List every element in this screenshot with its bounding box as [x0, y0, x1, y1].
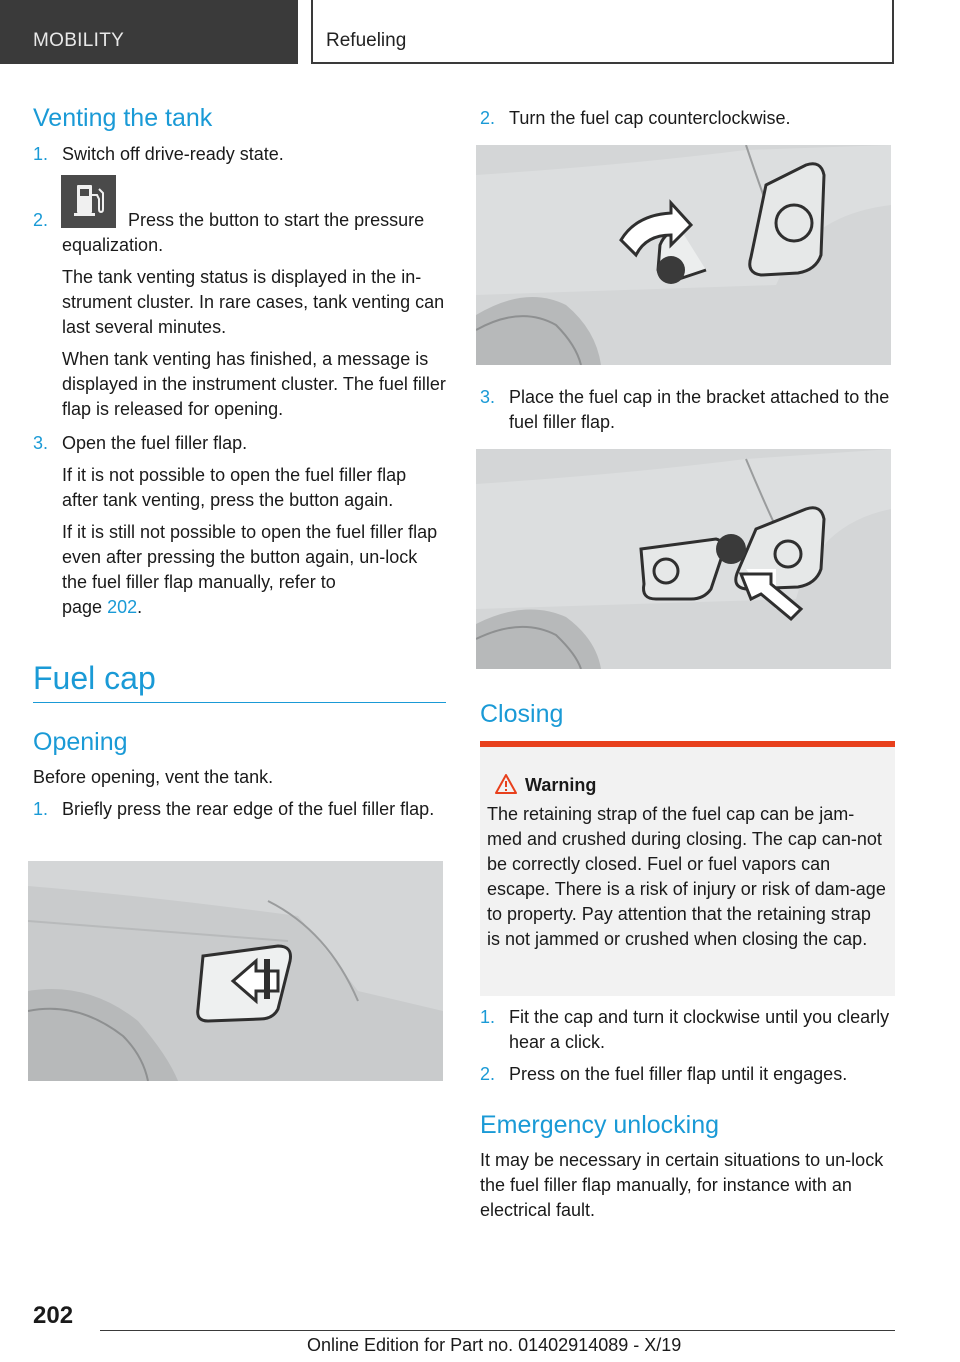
fuel-flap-press-illustration — [28, 861, 443, 1081]
step-number: 2. — [480, 108, 496, 128]
footer-edition: Online Edition for Part no. 01402914089 - X/19 — [307, 1335, 682, 1355]
warning-text: The retaining strap of the fuel cap can be jam-med and crushed during closing. The cap can-not be correctly closed. Fuel or fuel vapors can escape. There is a risk of injury or risk of dam-age to property. Pay attention that the retaining strap is not jammed or crushed when closing the cap. — [487, 804, 886, 949]
closing-heading: Closing — [480, 700, 564, 728]
fuel-cap-turn-illustration — [476, 145, 891, 365]
warning-box — [480, 741, 895, 996]
warning-triangle-icon — [494, 773, 518, 795]
step-number: 3. — [33, 433, 49, 453]
step-number: 1. — [33, 144, 49, 164]
closing-step-1: Fit the cap and turn it clockwise until you clearly hear a click. — [509, 1007, 890, 1052]
venting-step-3-para2: If it is still not possible to open the fuel filler flap even after pressing the button again, un-lock the fuel filler flap manually, refer to — [62, 522, 438, 592]
footer-rule — [100, 1330, 895, 1331]
venting-step-2-para1: The tank venting status is displayed in the in-strument cluster. In rare cases, tank venting can last several minutes. — [62, 267, 445, 337]
venting-step-3: Open the fuel filler flap. — [62, 433, 248, 453]
venting-step-1: Switch off drive-ready state. — [62, 144, 284, 164]
step-number: 3. — [480, 387, 496, 407]
heading-underline — [33, 702, 446, 703]
header-chapter-label: Refueling — [326, 30, 407, 51]
step-number: 2. — [480, 1064, 496, 1084]
opening-step-1: Briefly press the rear edge of the fuel filler flap. — [62, 799, 435, 819]
opening-step-3: Place the fuel cap in the bracket attached to the fuel filler flap. — [509, 387, 890, 432]
opening-heading: Opening — [33, 728, 128, 756]
closing-step-2: Press on the fuel filler flap until it engages. — [509, 1064, 848, 1084]
venting-heading: Venting the tank — [33, 104, 213, 132]
fuel-cap-heading: Fuel cap — [33, 660, 156, 696]
venting-step-2-line2: equalization. — [62, 235, 164, 255]
opening-step-2: Turn the fuel cap counterclockwise. — [509, 108, 791, 128]
header-chapter-tab — [311, 0, 894, 64]
venting-step-3-para1: If it is not possible to open the fuel filler flap after tank venting, press the button again. — [62, 465, 407, 510]
step-number: 1. — [33, 799, 49, 819]
page-reference: page 202. — [62, 597, 143, 617]
step-number: 2. — [33, 210, 49, 230]
header-section-tab — [0, 0, 298, 64]
step-number: 1. — [480, 1007, 496, 1027]
fuel-cap-bracket-illustration — [476, 449, 891, 669]
page-link[interactable]: 202 — [107, 597, 138, 617]
emergency-heading: Emergency unlocking — [480, 1111, 720, 1139]
emergency-body: It may be necessary in certain situations to un-lock the fuel filler flap manually, for instance with an electrical fault. — [480, 1150, 884, 1220]
header-section-label: MOBILITY — [33, 30, 125, 51]
page-number: 202 — [33, 1302, 74, 1329]
opening-intro: Before opening, vent the tank. — [33, 767, 274, 787]
venting-step-2-para2: When tank venting has finished, a message is displayed in the instrument cluster. The fuel filler flap is released for opening. — [62, 349, 446, 419]
fuel-pump-icon — [61, 175, 116, 228]
warning-title: Warning — [525, 775, 597, 795]
venting-step-2-line1: Press the button to start the pressure — [128, 210, 425, 230]
